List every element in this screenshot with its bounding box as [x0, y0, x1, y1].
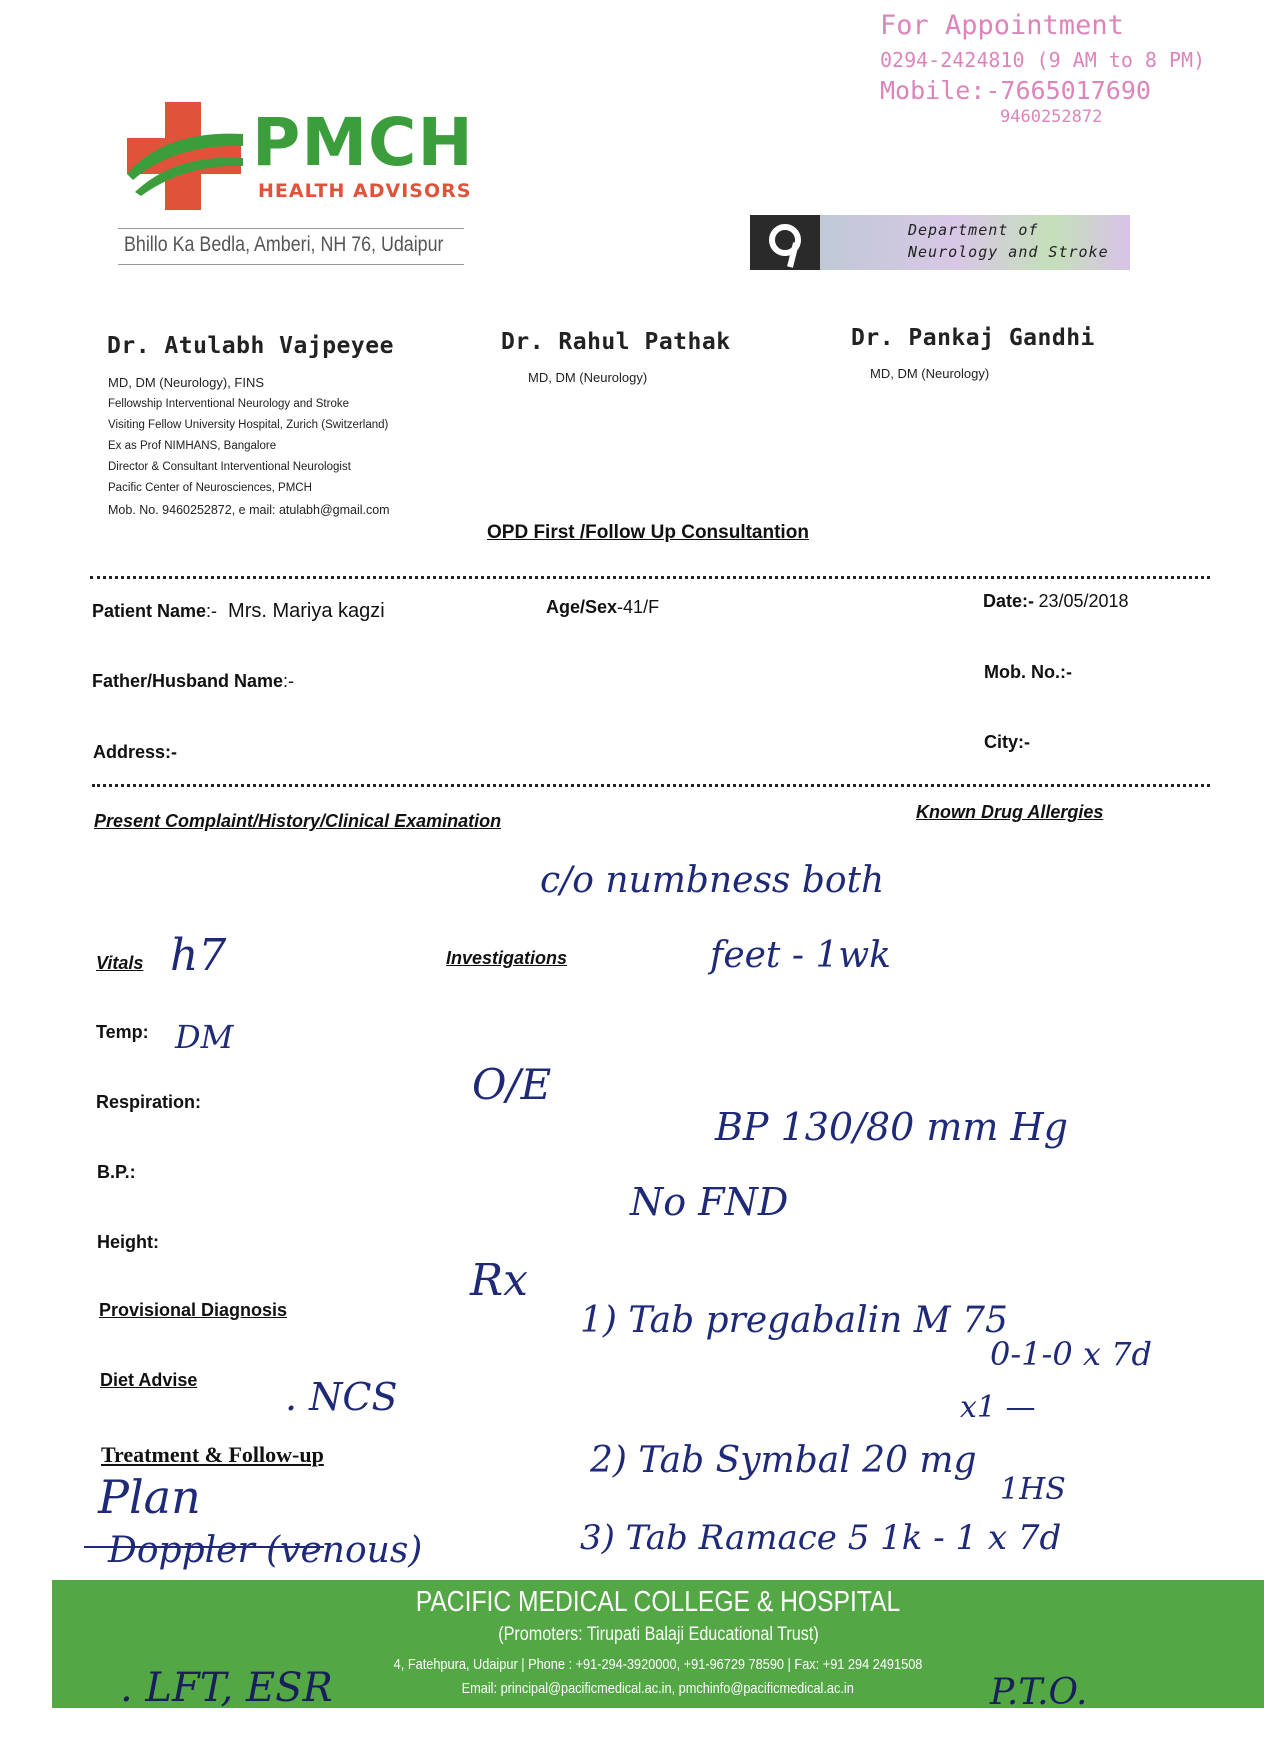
father-name-label: Father/Husband Name: [92, 671, 284, 691]
form-title: OPD First /Follow Up Consultantion: [487, 522, 809, 543]
treatment-heading: Treatment & Follow-up: [101, 1442, 324, 1467]
mobile-label: Mob. No.:-: [984, 662, 1072, 682]
footer-address: 4, Fatehpura, Udaipur | Phone : +91-294-3920000, +91-96729 78590 | Fax: +91 294 2491508: [393, 1656, 923, 1673]
logo-name: PMCH: [252, 104, 474, 181]
doctor-detail: Fellowship Interventional Neurology and Stroke: [108, 398, 349, 410]
doctor-detail: Ex as Prof NIMHANS, Bangalore: [108, 440, 277, 452]
doctor-name: Dr. Pankaj Gandhi: [851, 325, 1095, 351]
department-logo-icon: [750, 215, 820, 270]
department-label: [820, 215, 1130, 270]
patient-name-value: Mrs. Mariya kagzi: [228, 600, 385, 622]
doctor-detail: Director & Consultant Interventional Neurologist: [108, 461, 351, 473]
bp-label: B.P.:: [97, 1162, 136, 1182]
city-label: City:-: [984, 732, 1030, 752]
handwritten-diet: . NCS: [285, 1375, 398, 1419]
patient-name-label: Patient Name: [92, 601, 207, 621]
handwritten-complaint: feet - 1wk: [710, 935, 891, 976]
investigations-heading: Investigations: [446, 948, 568, 968]
footer-promoters-row: [52, 1624, 1264, 1646]
date-field: [983, 591, 1129, 612]
handwritten-medication: 3) Tab Ramace 5 1k - 1 x 7d: [580, 1518, 1062, 1558]
handwritten-rx: Rx: [470, 1255, 528, 1306]
footer-title-row: [52, 1586, 1264, 1619]
divider: [92, 784, 1210, 787]
allergies-heading: Known Drug Allergies: [916, 802, 1104, 822]
handwritten-plan-item: Doppler (venous): [108, 1530, 423, 1571]
diagnosis-heading: Provisional Diagnosis: [99, 1300, 288, 1320]
handwritten-medication: 1) Tab pregabalin M 75: [580, 1300, 1008, 1341]
doctor-detail: Visiting Fellow University Hospital, Zurich (Switzerland): [108, 419, 389, 431]
department-line1: Department of: [908, 221, 1039, 239]
handwritten-dose: 1HS: [1000, 1472, 1066, 1507]
handwritten-plan-item: . LFT, ESR: [120, 1665, 333, 1711]
complaint-heading: Present Complaint/History/Clinical Examination: [94, 811, 502, 831]
vitals-heading: Vitals: [96, 953, 144, 973]
logo-divider: [118, 228, 464, 229]
doctor-name: Dr. Atulabh Vajpeyee: [107, 333, 394, 359]
stamp-title: For Appointment: [880, 10, 1124, 41]
logo-address: Bhillo Ka Bedla, Amberi, NH 76, Udaipur: [124, 233, 444, 256]
handwritten-dose: 0-1-0 x 7d: [990, 1335, 1152, 1373]
logo-subtitle: HEALTH ADVISORS: [258, 180, 472, 202]
doctor-degree: MD, DM (Neurology), FINS: [108, 375, 265, 390]
handwritten-dose: x1 —: [960, 1390, 1036, 1425]
stamp-mobile: Mobile:-7665017690: [880, 76, 1151, 105]
doctor-detail: Mob. No. 9460252872, e mail: atulabh@gmail.com: [108, 503, 390, 517]
doctor-detail: Pacific Center of Neurosciences, PMCH: [108, 482, 312, 494]
handwritten-oe: O/E: [472, 1060, 552, 1109]
handwritten-plan: Plan: [98, 1470, 201, 1524]
date-value: 23/05/2018: [1038, 591, 1129, 611]
respiration-label: Respiration:: [96, 1092, 202, 1112]
age-sex-label: Age/Sex: [546, 597, 618, 617]
date-label: Date:-: [983, 591, 1035, 611]
address-label: Address:-: [93, 742, 178, 762]
footer-promoters: (Promoters: Tirupati Balaji Educational Trust): [497, 1624, 819, 1645]
footer-email: Email: principal@pacificmedical.ac.in, pmchinfo@pacificmedical.ac.in: [461, 1680, 855, 1697]
doctor-name: Dr. Rahul Pathak: [501, 329, 731, 355]
doctor-degree: MD, DM (Neurology): [528, 370, 648, 385]
footer-title: PACIFIC MEDICAL COLLEGE & HOSPITAL: [415, 1586, 901, 1618]
handwritten-complaint: c/o numbness both: [540, 860, 885, 901]
handwritten-medication: 2) Tab Symbal 20 mg: [590, 1440, 977, 1481]
logo-divider: [118, 264, 464, 265]
stamp-phone: 0294-2424810 (9 AM to 8 PM): [880, 48, 1206, 72]
height-label: Height:: [97, 1232, 159, 1252]
department-line2: Neurology and Stroke: [908, 243, 1109, 261]
temp-label: Temp:: [96, 1022, 149, 1042]
patient-name-field: Patient Name:- Mrs. Mariya kagzi: [92, 600, 385, 622]
department-banner: [750, 215, 1130, 270]
diet-heading: Diet Advise: [100, 1370, 198, 1390]
age-sex-value: -41/F: [617, 597, 660, 617]
handwritten-pto: P.T.O.: [990, 1672, 1088, 1713]
age-sex-field: [546, 597, 659, 618]
doctor-degree: MD, DM (Neurology): [870, 366, 990, 381]
handwritten-vitals: h7: [170, 930, 227, 981]
stamp-mobile2: 9460252872: [1000, 107, 1103, 127]
handwritten-bp: BP 130/80 mm Hg: [715, 1105, 1068, 1149]
handwritten-temp: DM: [175, 1018, 234, 1056]
cross-logo-icon: [125, 100, 245, 212]
father-name-field: Father/Husband Name:-: [92, 671, 295, 691]
divider: [90, 576, 1210, 579]
handwritten-findings: No FND: [630, 1180, 789, 1224]
